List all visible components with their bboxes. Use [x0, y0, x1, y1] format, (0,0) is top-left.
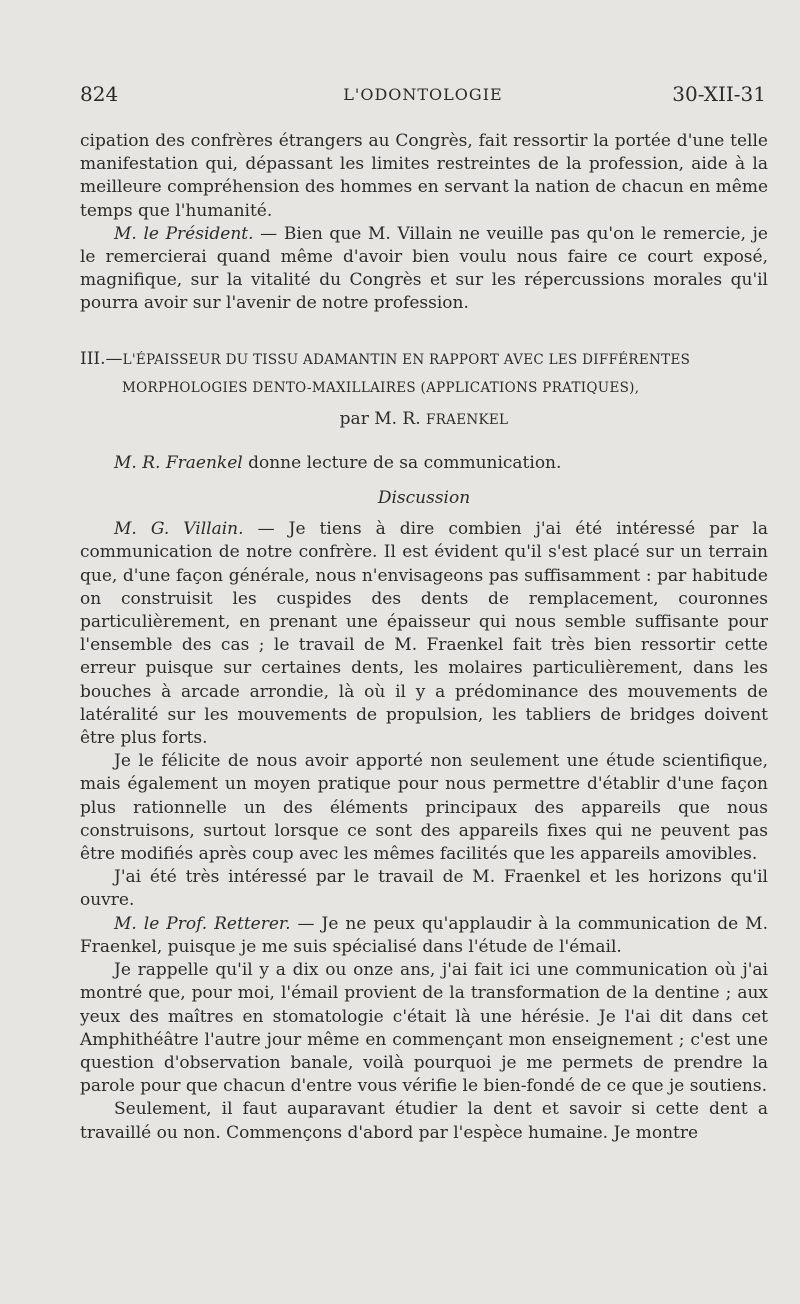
running-header	[80, 82, 766, 110]
paragraph: Seulement, il faut auparavant étudier la dent et savoir si cette dent a travaillé ou non. Commençons d'abord par l'espèce humaine. Je montre	[80, 1099, 768, 1143]
speaker-name: M. le Prof. Retterer.	[114, 913, 291, 934]
spacer	[80, 316, 768, 346]
paragraph-president	[80, 223, 768, 316]
page-number: 824	[80, 82, 119, 106]
paragraph: J'ai été très intéressé par le travail de M. Fraenkel et les horizons qu'il ouvre.	[80, 867, 768, 911]
author-name: FRAENKEL	[426, 411, 509, 428]
paragraph-villain	[80, 518, 768, 750]
author-prefix: par M. R.	[339, 408, 427, 429]
discussion-heading: Discussion	[377, 488, 471, 509]
section-heading-line-2	[80, 374, 768, 402]
paragraph: Je rappelle qu'il y a dix ou onze ans, j'ai fait ici une communication où j'ai montré que, pour moi, l'émail provient de la transformation de la dentine ; aux yeux des maîtres en stomatologie c'était là une hérésie. Je l'ai dit dans cet Amphithéâtre l'autre jour même en commençant mon enseignement ; c'est une question d'observation banale, voilà pourquoi je me permets de prendre la parole pour que chacun d'entre vous vérifie le bien-fondé de ce que je soutiens.	[80, 960, 768, 1097]
paragraph: Je le félicite de nous avoir apporté non seulement une étude scientifique, mais également un moyen pratique pour nous permettre d'établir d'une façon plus rationnelle un des éléments principaux des appareils que nous construisons, surtout lorsque ce sont des appareils fixes qui ne peuvent pas être modifiés après coup avec les mêmes facilités que les appareils amovibles.	[80, 751, 768, 865]
spacer	[80, 432, 768, 452]
paragraph-text: donne lecture de sa communication.	[242, 452, 562, 473]
body-text	[80, 130, 768, 1145]
section-heading-line-1	[80, 346, 768, 374]
paragraph-retterer	[80, 913, 768, 959]
section-title-line-2: MORPHOLOGIES DENTO-MAXILLAIRES (APPLICATIONS PRATIQUES),	[122, 379, 640, 396]
paragraph-text: — Je tiens à dire combien j'ai été intéressé par la communication de notre confrère. Il est évident qu'il s'est placé sur un terrain que, d'une façon générale, nous n'envisageons pas suffisamment : par habitude on construisit les cuspides des dents de remplacement, couronnes particulièrement, en prenant une épaisseur qui nous semble suffisante pour l'ensemble des cas ; le travail de M. Fraenkel fait très bien ressortir cette erreur puisque sur certaines dents, les molaires particulièrement, dans les bouches à arcade arrondie, là où il y a prédominance des mouvements de latéralité sur les mouvements de propulsion, les tabliers de bridges doivent être plus forts.	[80, 519, 768, 749]
paragraph: cipation des confrères étrangers au Congrès, fait ressortir la portée d'une telle manifestation qui, dépassant les limites restreintes de la profession, aide à la meilleure compréhension des hommes en servant la nation de chacun en même temps que l'humanité.	[80, 131, 768, 221]
paragraph-text: — Je ne peux qu'applaudir à la communication de M. Fraenkel, puisque je me suis spécialisé dans l'étude de l'émail.	[80, 913, 768, 957]
speaker-name: M. G. Villain.	[114, 519, 244, 540]
section-number: III.—	[80, 348, 123, 369]
speaker-name: M. R. Fraenkel	[114, 452, 243, 473]
paragraph-text: — Bien que M. Villain ne veuille pas qu'on le remercie, je le remercierai quand même d'avoir bien voulu nous faire ce court exposé, magnifique, sur la vitalité du Congrès et sur les répercussions morales qu'il pourra avoir sur l'avenir de notre profession.	[80, 223, 768, 314]
section-author	[80, 408, 768, 432]
section-title-line-1: L'ÉPAISSEUR DU TISSU ADAMANTIN EN RAPPORT AVEC LES DIFFÉRENTES	[122, 351, 691, 368]
section-heading	[80, 346, 768, 402]
journal-title: L'ODONTOLOGIE	[343, 85, 503, 104]
speaker-name: M. le Président.	[114, 223, 254, 244]
issue-date: 30-XII-31	[672, 82, 766, 106]
reading-note	[80, 452, 768, 475]
